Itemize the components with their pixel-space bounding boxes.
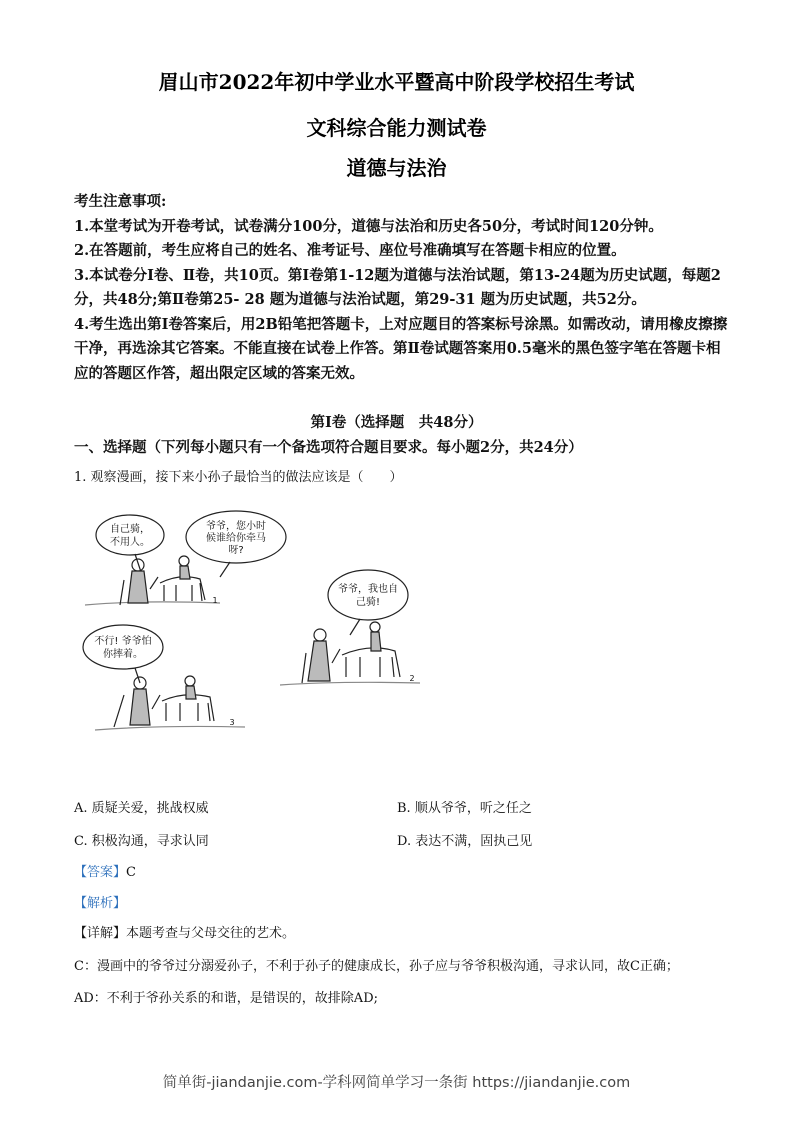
bubble-text: 爷爷，我也自 — [338, 584, 398, 595]
bubble-text: 己骑! — [355, 597, 381, 608]
notes-heading: 考生注意事项: — [74, 193, 167, 210]
answer-value: C — [126, 865, 136, 880]
bubble-text: 自己骑， — [110, 524, 150, 535]
panel-number: 1 — [212, 596, 218, 605]
analysis-label: 【解析】 — [74, 896, 127, 911]
answer-label: 【答案】 — [74, 865, 127, 880]
note-item: 2.在答题前，考生应将自己的姓名、准考证号、座位号准确填写在答题卡相应的位置。 — [74, 242, 626, 259]
note-item: 4.考生选出第Ⅰ卷答案后，用2B铅笔把答题卡，上对应题目的答案标号涂黑。如需改动，请用橡皮擦擦干净，再选涂其它答案。不能直接在试卷上作答。第Ⅱ卷试题答案用0.5毫米的黑色签字笔在答题卡相应的答题区作答，超出限定区域的答案无效。 — [74, 315, 728, 382]
exam-notes — [74, 190, 734, 386]
exam-subtitle: 文科综合能力测试卷 — [306, 116, 487, 140]
bubble-text: 爷爷，您小时 — [206, 521, 266, 532]
bubble-text: 不行! 爷爷怕 — [94, 636, 152, 647]
section-title: 第Ⅰ卷（选择题 共48分） — [310, 414, 483, 431]
bubble-text: 呀? — [228, 545, 244, 556]
explanation-paragraph: C：漫画中的爷爷过分溺爱孙子，不利于孙子的健康成长，孙子应与爷爷积极沟通，寻求认同，故C正确； — [74, 959, 679, 974]
option-d: D. 表达不满，固执己见 — [397, 834, 533, 849]
note-item: 3.本试卷分Ⅰ卷、Ⅱ卷，共10页。第Ⅰ卷第1-12题为道德与法治试题，第13-24题为历史试题，每题2分，共48分;第Ⅱ卷第25- 28 题为道德与法治试题，第29-31 题为历史试题，共52分。 — [74, 266, 721, 308]
explanation-paragraph: AD：不利于爷孙关系的和谐，是错误的，故排除AD; — [74, 991, 379, 1006]
panel-number: 3 — [229, 718, 235, 727]
speech-bubble — [96, 515, 164, 555]
option-a: A. 质疑关爱，挑战权威 — [74, 801, 209, 816]
answer-line — [74, 861, 136, 880]
exam-title: 眉山市2022年初中学业水平暨高中阶段学校招生考试 — [158, 70, 635, 94]
comic-illustration — [80, 505, 430, 745]
speech-bubble — [83, 625, 163, 669]
question-stem: 1. 观察漫画，接下来小孙子最恰当的做法应该是（ ） — [74, 470, 403, 485]
speech-bubble — [328, 570, 408, 620]
bubble-text: 你摔着。 — [103, 649, 143, 660]
bubble-text: 不用人。 — [110, 537, 150, 548]
page-footer: 简单街-jiandanjie.com-学科网简单学习一条街 https://jiandanjie.com — [162, 1075, 631, 1091]
note-item: 1.本堂考试为开卷考试，试卷满分100分，道德与法治和历史各50分，考试时间120分钟。 — [74, 217, 663, 235]
option-b: B. 顺从爷爷，听之任之 — [397, 801, 532, 816]
option-c: C. 积极沟通，寻求认同 — [74, 834, 209, 849]
detail-line: 【详解】本题考查与父母交往的艺术。 — [74, 926, 296, 941]
subject-title: 道德与法治 — [346, 156, 447, 180]
part-heading: 一、选择题（下列每小题只有一个备选项符合题目要求。每小题2分，共24分） — [74, 439, 583, 456]
panel-number: 2 — [409, 674, 415, 683]
bubble-text: 候谁给你牵马 — [206, 533, 266, 544]
